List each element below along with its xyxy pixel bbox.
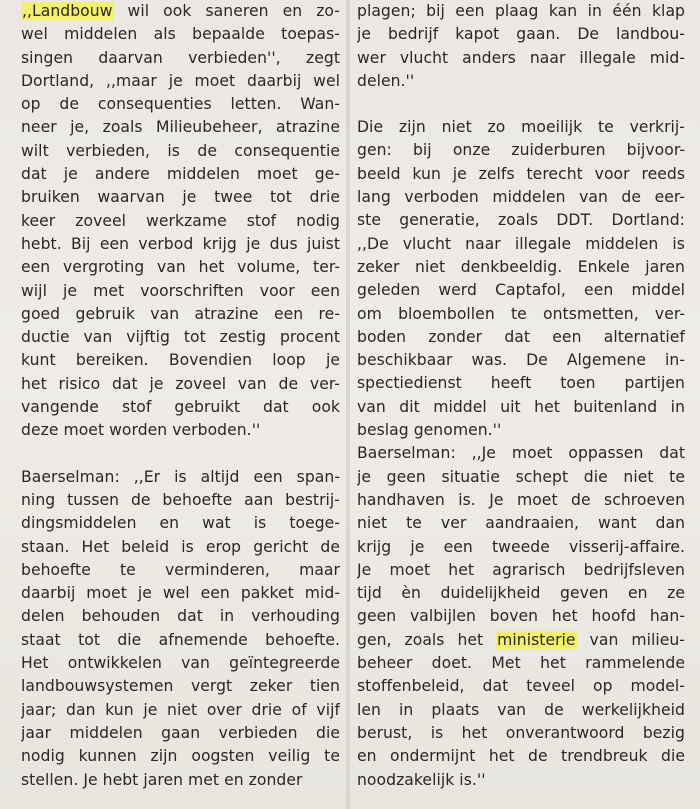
text-line — [21, 582, 340, 605]
line-text: behoefte te verminderen, maar — [21, 560, 340, 579]
line-text: singen daarvan verbieden'', zegt — [21, 48, 340, 67]
text-line — [357, 396, 685, 419]
line-text: neer je, zoals Milieubeheer, atrazine — [21, 118, 340, 137]
line-text: beschikbaar was. De Algemene in- — [357, 351, 685, 370]
highlighted-word: ,,Landbouw — [22, 2, 113, 20]
line-text: je geen situatie schept die niet te — [357, 467, 685, 486]
text-line — [21, 396, 340, 419]
line-text: handhaven is. Je moet de schroeven — [357, 490, 685, 509]
text-line — [357, 582, 685, 605]
text-line — [21, 536, 340, 559]
text-line — [21, 349, 340, 372]
text-line — [21, 303, 340, 326]
line-text: lang verboden middelen van de eer- — [357, 188, 685, 207]
text-line — [21, 0, 340, 23]
line-text: jaar; dan kun je niet over drie of vijf — [21, 700, 340, 719]
left-paragraph-1 — [21, 0, 347, 443]
line-text: berust, is het onverantwoord bezig — [357, 723, 685, 742]
text-line — [21, 326, 340, 349]
text-line — [21, 559, 340, 582]
line-text: niet te ver aandraaien, want dan — [357, 514, 685, 533]
text-line — [357, 303, 685, 326]
line-text: vangende stof gebruikt dat ook — [21, 398, 340, 417]
line-text: geen valbijlen boven het hoofd han- — [357, 607, 685, 626]
highlighted-word: ministerie — [497, 630, 576, 649]
line-text: ,,De vlucht naar illegale middelen is — [357, 234, 685, 253]
text-line — [357, 605, 685, 628]
line-text: kunt bereiken. Bovendien loop je — [21, 351, 340, 370]
text-line — [21, 47, 340, 70]
text-line — [357, 279, 685, 302]
line-text: Baerselman: ,,Je moet oppassen dat — [357, 444, 685, 463]
text-line — [21, 419, 340, 442]
line-text: beheer doet. Met het rammelende — [357, 654, 685, 673]
text-line — [357, 536, 685, 559]
text-line — [357, 489, 685, 512]
line-text: beslag genomen.'' — [357, 421, 502, 440]
paragraph-gap — [357, 93, 700, 116]
text-line — [357, 769, 685, 792]
line-text: het risico dat je zoveel van de ver- — [21, 374, 340, 393]
text-line — [357, 349, 685, 372]
right-column — [349, 0, 700, 792]
text-line — [357, 209, 685, 232]
line-text: delen.'' — [357, 71, 415, 90]
text-line — [357, 233, 685, 256]
text-line — [21, 675, 340, 698]
line-text: len in plaats van de werkelijkheid — [357, 700, 685, 719]
text-line — [357, 722, 685, 745]
text-line — [21, 722, 340, 745]
line-text: van dit middel uit het buitenland in — [357, 397, 685, 416]
line-text: van milieu- — [576, 630, 685, 649]
text-line — [357, 559, 685, 582]
text-line — [21, 233, 340, 256]
text-line — [21, 70, 340, 93]
line-text: zeker niet denkbeeldig. Enkele jaren — [357, 257, 685, 276]
line-text: Je moet het agrarisch bedrijfsleven — [357, 560, 685, 579]
text-line — [357, 0, 685, 23]
line-text: noodzakelijk is.'' — [357, 770, 486, 789]
line-text: keer zoveel werkzame stof nodig — [21, 211, 340, 230]
line-text: op de consequenties letten. Wan- — [21, 95, 340, 114]
text-line — [21, 93, 340, 116]
text-line — [21, 280, 340, 303]
line-text: jaar middelen gaan verbieden die — [21, 723, 340, 742]
line-text: gen, zoals het — [357, 630, 497, 649]
line-text: Die zijn niet zo moeilijk te verkrij- — [357, 118, 685, 137]
text-line — [21, 23, 340, 46]
line-text: goed gebruik van atrazine een re- — [21, 304, 340, 323]
text-line — [21, 210, 340, 233]
line-text: dat je andere middelen moet ge- — [21, 165, 340, 184]
line-text: wer vlucht anders naar illegale mid- — [357, 48, 685, 67]
text-line — [21, 605, 340, 628]
text-line — [357, 512, 685, 535]
text-line — [357, 186, 685, 209]
text-line — [357, 745, 685, 768]
text-line — [357, 699, 685, 722]
text-line — [357, 256, 685, 279]
text-line — [357, 372, 685, 395]
text-line — [21, 140, 340, 163]
text-line — [21, 652, 340, 675]
text-line — [357, 419, 685, 442]
text-line — [357, 70, 685, 93]
line-text: ductie van vijftig tot zestig procent — [21, 328, 340, 347]
text-line — [21, 163, 340, 186]
line-text: tijd èn duidelijkheid geven en ze — [357, 584, 685, 603]
line-text: wil ook saneren en zo- — [113, 2, 340, 20]
line-text: bruiken waarvan je twee tot drie — [21, 188, 340, 207]
line-text: wel middelen als bepaalde toepas- — [21, 25, 340, 44]
text-line — [357, 466, 685, 489]
text-line — [21, 512, 340, 535]
line-text: staat tot die afnemende behoefte. — [21, 630, 340, 649]
line-text: om bloembollen te ontsmetten, ver- — [357, 304, 685, 323]
line-text: Dortland, ,,maar je moet daarbij wel — [21, 71, 340, 90]
text-line — [357, 47, 685, 70]
line-text: boden zonder dat een alternatief — [357, 327, 685, 346]
text-line — [21, 373, 340, 396]
text-line — [357, 675, 685, 698]
line-text: ning tussen de behoefte aan bestrij- — [21, 490, 340, 509]
left-column — [0, 0, 347, 792]
text-line — [21, 745, 340, 768]
text-line — [357, 652, 685, 675]
line-text: stellen. Je hebt jaren met en zonder — [21, 770, 303, 789]
line-text: en ondermijnt het de trendbreuk die — [357, 747, 685, 766]
line-text: een vergroting van het volume, ter- — [21, 258, 340, 277]
line-text: Het ontwikkelen van geïntegreerde — [21, 654, 340, 673]
line-text: daarbij moet je wel een pakket mid- — [21, 584, 340, 603]
line-text: wijl je met voorschriften voor een — [21, 281, 340, 300]
text-line — [21, 466, 340, 489]
text-line — [357, 326, 685, 349]
line-text: beeld kun je zelfs terecht voor reeds — [357, 164, 685, 183]
text-line — [357, 442, 685, 465]
text-line — [21, 489, 340, 512]
line-text: nodig kunnen zijn oogsten veilig te — [21, 747, 340, 766]
text-line — [21, 629, 340, 652]
left-paragraph-2 — [21, 466, 347, 792]
text-line — [21, 256, 340, 279]
line-text: gen: bij onze zuiderburen bijvoor- — [357, 141, 685, 160]
text-line — [357, 23, 685, 46]
line-text: staan. Het beleid is erop gericht de — [21, 537, 340, 556]
line-text: je bedrijf kapot gaan. De landbou- — [357, 25, 685, 44]
text-line — [21, 116, 340, 139]
paragraph-gap — [21, 443, 347, 466]
line-text: krijg je een tweede visserij-affaire. — [357, 537, 685, 556]
line-text: hebt. Bij een verbod krijg je dus juist — [21, 234, 340, 253]
line-text: landbouwsystemen vergt zeker tien — [21, 677, 340, 696]
right-paragraph-1 — [357, 0, 700, 93]
line-text: plagen; bij een plaag kan in één klap — [357, 2, 685, 20]
text-line — [357, 163, 685, 186]
right-paragraph-3 — [357, 442, 700, 791]
text-line — [357, 139, 685, 162]
text-line — [21, 699, 340, 722]
line-text: dingsmiddelen en wat is toege- — [21, 514, 340, 533]
line-text: stoffenbeleid, dat teveel op model- — [357, 677, 685, 696]
text-line — [21, 769, 340, 792]
line-text: spectiedienst heeft toen partijen — [357, 374, 685, 393]
line-text: ste generatie, zoals DDT. Dortland: — [357, 211, 685, 230]
line-text: wilt verbieden, is de consequentie — [21, 141, 340, 160]
right-paragraph-2 — [357, 116, 700, 442]
text-line — [357, 116, 685, 139]
line-text: Baerselman: ,,Er is altijd een span- — [21, 467, 340, 486]
line-text: delen behouden dat in verhouding — [21, 607, 340, 626]
text-line — [21, 186, 340, 209]
text-line — [357, 629, 685, 652]
line-text: deze moet worden verboden.'' — [21, 421, 261, 440]
line-text: geleden werd Captafol, een middel — [357, 281, 685, 300]
